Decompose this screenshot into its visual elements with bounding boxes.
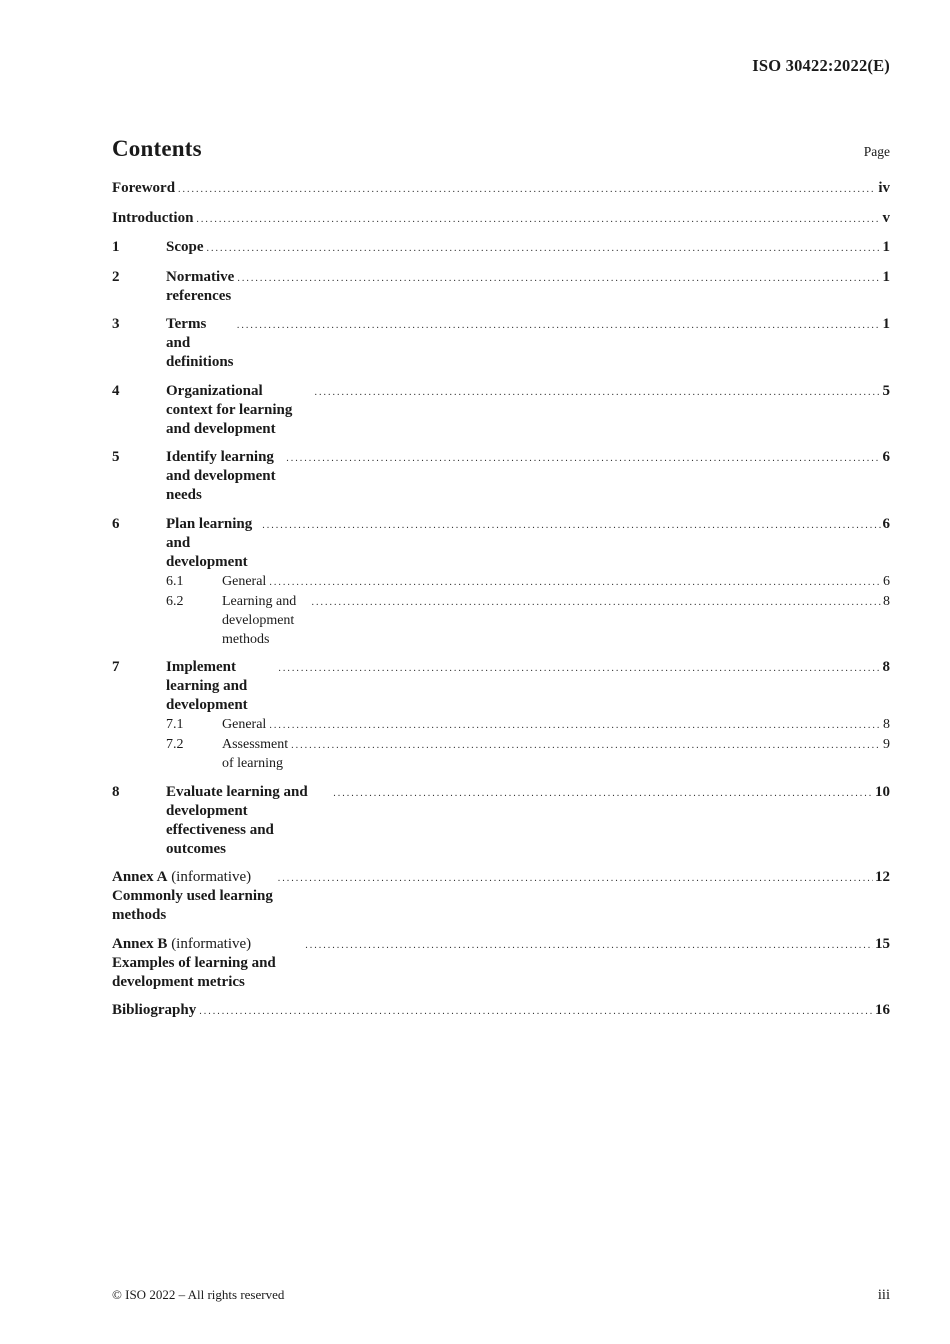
toc-entry-label <box>112 868 275 925</box>
toc-leader-dots <box>278 868 873 888</box>
toc-entry <box>112 209 890 229</box>
toc-entry-label-segment: (informative) <box>167 869 252 885</box>
toc-leader-dots <box>196 209 880 229</box>
toc-entry-page: iv <box>878 180 890 196</box>
toc-entry <box>112 515 890 572</box>
toc-entry-label <box>222 592 309 649</box>
toc-entry-number: 6 <box>112 515 120 532</box>
toc-entry-label <box>166 658 275 715</box>
toc-entry-page: 15 <box>875 935 890 952</box>
toc-entry-label-segment: Plan learning and development <box>166 515 253 570</box>
toc-leader-dots <box>199 1001 873 1021</box>
toc-entry <box>112 382 890 439</box>
toc-leader-dots <box>315 382 881 402</box>
contents-title: Contents <box>112 136 202 161</box>
toc-entry-label <box>166 515 259 572</box>
toc-entry-number: 1 <box>112 239 120 255</box>
toc-entry <box>112 179 890 199</box>
toc-entry-number: 4 <box>112 382 120 399</box>
toc-entry-label <box>166 382 312 439</box>
toc-leader-dots <box>178 179 876 199</box>
toc-leader-dots <box>278 658 880 678</box>
toc-entry-label <box>166 783 330 859</box>
toc-entry-label-segment: Learning and development methods <box>222 593 297 647</box>
toc-entry-label-segment: General <box>222 717 267 732</box>
toc-entry-label-segment: Normative references <box>166 268 235 304</box>
toc-leader-dots <box>305 935 873 955</box>
toc-entry-number: 3 <box>112 316 120 332</box>
toc-leader-dots <box>262 515 880 535</box>
toc-entry-label-segment: Terms and definitions <box>166 316 234 370</box>
toc-entry-page: 10 <box>875 783 890 800</box>
toc-entry <box>112 238 890 258</box>
page-column-label: Page <box>863 144 890 159</box>
toc-entry-number: 7.1 <box>166 717 184 732</box>
toc-entry <box>112 572 890 592</box>
toc-entry-label <box>166 268 234 306</box>
toc-entry-page: 6 <box>882 449 890 465</box>
toc-leader-dots <box>237 315 881 335</box>
toc-entry-label-segment: Organizational context for learning and development <box>166 382 293 437</box>
toc-entry-number: 2 <box>112 268 120 285</box>
toc-entry-page: 8 <box>883 593 890 609</box>
toc-leader-dots <box>269 572 881 592</box>
toc-entry-number: 5 <box>112 449 120 465</box>
toc-entry-label <box>222 735 288 773</box>
toc-entry-page: 9 <box>883 737 890 752</box>
document-page <box>112 0 890 1344</box>
toc-entry-page: v <box>882 209 890 226</box>
toc-entry <box>112 715 890 735</box>
toc-entry-label-segment: Commonly used learning methods <box>112 888 273 923</box>
toc-entry-label-segment: Annex A <box>112 869 168 885</box>
toc-entry-label-segment: Implement learning and development <box>166 659 248 713</box>
page-number: iii <box>877 1287 890 1303</box>
toc-entry <box>112 315 890 372</box>
toc-entry-page: 1 <box>882 268 890 285</box>
toc-entry-page: 6 <box>883 573 890 589</box>
toc-entry-page: 1 <box>882 239 890 255</box>
toc-entry-label-segment: Identify learning and development needs <box>166 449 276 503</box>
toc-entry-page: 6 <box>882 515 890 532</box>
copyright-notice: © ISO 2022 – All rights reserved <box>112 1287 285 1302</box>
toc-entry-label <box>166 315 234 372</box>
toc-entry <box>112 592 890 649</box>
toc-entry-label-segment: General <box>222 573 267 589</box>
toc-entry-label <box>112 179 175 198</box>
toc-entry-page: 12 <box>875 869 890 885</box>
toc-entry <box>112 658 890 715</box>
toc-entry-label <box>222 715 266 734</box>
toc-leader-dots <box>269 715 881 735</box>
page-footer <box>112 1287 890 1304</box>
toc-leader-dots <box>333 783 873 803</box>
toc-entry-label-segment: Evaluate learning and development effectiveness and outcomes <box>166 783 308 857</box>
toc-entry-label-segment: Annex B <box>112 935 168 952</box>
toc-entry-label-segment: Introduction <box>112 209 194 226</box>
toc-entry-page: 1 <box>882 316 890 332</box>
toc-entry-label <box>166 238 204 257</box>
toc-entry-label-segment: Examples of learning and development metrics <box>112 954 276 990</box>
toc-entry-label-segment: Bibliography <box>112 1002 197 1018</box>
toc-entry-number: 8 <box>112 783 120 800</box>
toc-entry-label <box>222 572 266 591</box>
toc-entry <box>112 735 890 773</box>
toc-entry <box>112 935 890 992</box>
toc-leader-dots <box>207 238 881 258</box>
toc-entry-label-segment: Assessment of learning <box>222 737 289 771</box>
toc-list <box>112 179 890 1021</box>
toc-entry-number: 7.2 <box>166 737 184 752</box>
toc-leader-dots <box>312 592 881 612</box>
toc-leader-dots <box>286 448 880 468</box>
toc-entry <box>112 868 890 925</box>
toc-entry <box>112 1001 890 1021</box>
toc-entry-label <box>112 1001 196 1020</box>
document-reference: ISO 30422:2022(E) <box>752 56 890 75</box>
toc-entry-label <box>112 935 302 992</box>
toc-entry-label-segment: (informative) <box>167 935 252 952</box>
toc-leader-dots <box>291 735 881 755</box>
toc-entry-number: 6.2 <box>166 593 184 609</box>
contents-header-row <box>112 136 890 162</box>
toc-entry-page: 16 <box>875 1002 890 1018</box>
toc-entry-number: 6.1 <box>166 573 184 589</box>
toc-entry <box>112 448 890 505</box>
toc-entry <box>112 783 890 859</box>
toc-entry <box>112 268 890 306</box>
toc-entry-label <box>166 448 283 505</box>
toc-entry-page: 8 <box>882 659 890 675</box>
toc-entry-page: 8 <box>883 717 890 732</box>
toc-entry-number: 7 <box>112 659 120 675</box>
toc-leader-dots <box>237 268 880 288</box>
toc-entry-label-segment: Scope <box>166 239 204 255</box>
toc-entry-label <box>112 209 193 228</box>
toc-entry-label-segment: Foreword <box>112 180 176 196</box>
toc-entry-page: 5 <box>882 382 890 399</box>
